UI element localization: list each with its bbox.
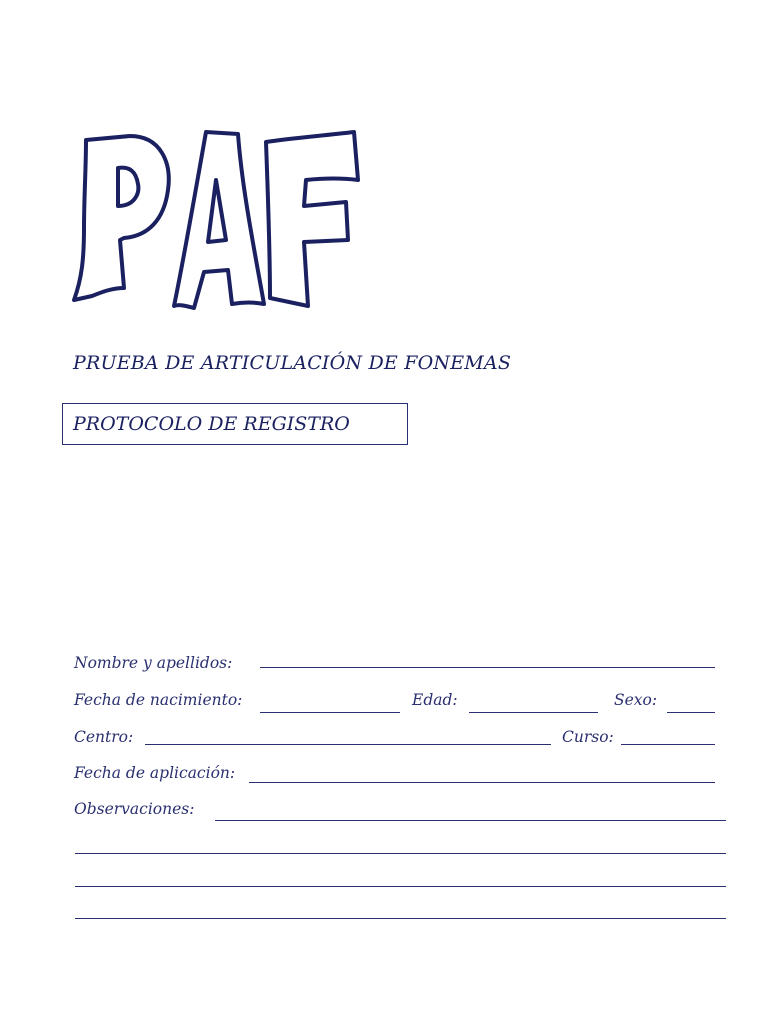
- birthdate-label: Fecha de nacimiento:: [74, 691, 243, 709]
- sex-field[interactable]: [667, 712, 715, 713]
- age-field[interactable]: [469, 712, 598, 713]
- name-field[interactable]: [260, 667, 715, 668]
- logo-letter-p: [74, 136, 169, 300]
- protocol-box: [62, 403, 408, 445]
- sex-label: Sexo:: [614, 691, 658, 709]
- center-label: Centro:: [74, 728, 134, 746]
- age-label: Edad:: [412, 691, 458, 709]
- application-date-field[interactable]: [249, 782, 715, 783]
- grade-label: Curso:: [562, 728, 614, 746]
- test-title: PRUEBA DE ARTICULACIÓN DE FONEMAS: [73, 352, 512, 374]
- observations-line-2[interactable]: [75, 853, 726, 854]
- observations-line-1[interactable]: [215, 820, 726, 821]
- protocol-label: PROTOCOLO DE REGISTRO: [73, 413, 350, 435]
- application-date-label: Fecha de aplicación:: [74, 764, 236, 782]
- observations-line-4[interactable]: [75, 918, 726, 919]
- center-field[interactable]: [145, 744, 551, 745]
- logo-letter-f: [266, 132, 358, 306]
- logo-letter-a: [174, 132, 264, 308]
- birthdate-field[interactable]: [260, 712, 400, 713]
- paf-logo-letters: [68, 128, 368, 312]
- name-label: Nombre y apellidos:: [74, 654, 233, 672]
- observations-line-3[interactable]: [75, 886, 726, 887]
- observations-label: Observaciones:: [74, 800, 195, 818]
- paf-logo: [68, 128, 368, 312]
- grade-field[interactable]: [621, 744, 715, 745]
